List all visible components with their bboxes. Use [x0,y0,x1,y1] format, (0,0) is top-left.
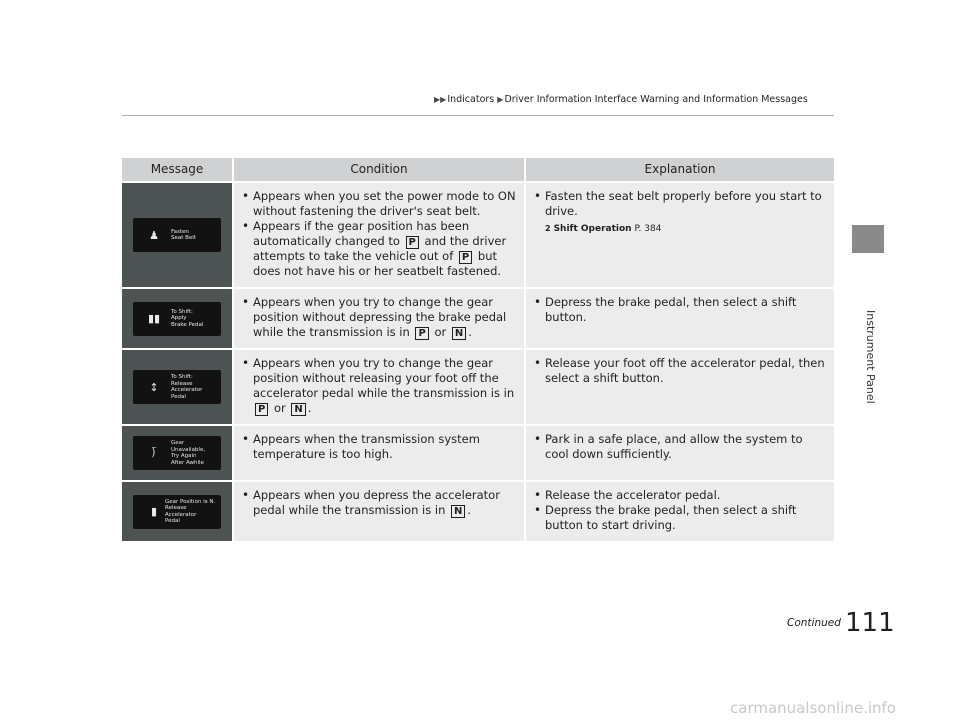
gear-key-badge: P [255,403,268,416]
reference-page: P. 384 [634,224,662,234]
screen-text: To Shift: Release Accelerator Pedal [171,374,203,400]
arrow-icon: ▶ [497,95,504,104]
condition-text: Appears when you depress the accelerator pedal while the transmission is in [253,488,500,517]
table-row [122,480,834,541]
gear-key-badge: P [406,236,419,249]
condition-text: . [467,503,472,517]
message-image-cell [122,348,234,424]
table-row [122,287,834,348]
gear-position-n-icon: ▮ [150,505,158,518]
list-item [242,295,518,340]
list-item: • Park in a safe place, and allow the system to cool down sufficiently. [534,432,828,462]
condition-text: or [434,325,447,339]
display-screen [133,436,221,470]
condition-cell [234,480,526,541]
table-header-row [122,158,834,181]
column-header-explanation: Explanation [526,158,834,181]
list-item [242,219,518,279]
list-item: • Depress the brake pedal, then select a shift button to start driving. [534,503,828,533]
gear-key-badge: P [459,251,472,264]
page-number: 111 [845,608,895,638]
column-header-message: Message [122,158,234,181]
list-item: • Appears when you set the power mode to ON without fastening the driver's seat belt. [242,189,518,219]
gear-key-badge: N [451,505,465,518]
display-screen [133,495,221,529]
gear-unavailable-icon: ⟌ [151,446,157,460]
list-item: • Fasten the seat belt properly before you start to drive. [534,189,828,219]
list-item: • Depress the brake pedal, then select a shift button. [534,295,828,325]
condition-text: Appears when you try to change the gear position without releasing your foot off the accelerator pedal while the transmission is in [253,356,515,400]
seatbelt-icon: ♟ [149,228,159,242]
section-tab [852,225,884,253]
table-row [122,424,834,480]
list-item: • Appears when the transmission system temperature is too high. [242,432,518,462]
list-item: • Release the accelerator pedal. [534,488,828,503]
display-screen [133,370,221,404]
reference-icon: 2 [545,224,551,233]
condition-cell [234,348,526,424]
list-item [242,356,518,416]
condition-text: Appears when you try to change the gear position without depressing the brake pedal while the transmission is in [253,295,507,339]
double-arrow-icon: ▶▶ [434,95,447,104]
message-image-cell [122,424,234,480]
message-image-cell [122,181,234,287]
display-screen [133,218,221,252]
explanation-cell [526,181,834,287]
section-tab-label: Instrument Panel [864,310,877,404]
explanation-cell [526,287,834,348]
explanation-cell [526,424,834,480]
watermark: carmanualsonline.info [730,699,896,717]
condition-text: or [274,401,286,415]
condition-text: . [468,325,472,339]
gear-key-badge: N [291,403,305,416]
explanation-cell [526,348,834,424]
column-header-condition: Condition [234,158,526,181]
condition-text: and the driver attempts to take the vehicle out of [253,234,507,263]
condition-cell [234,424,526,480]
message-image-cell [122,480,234,541]
explanation-cell [526,480,834,541]
table-row [122,348,834,424]
brake-pedal-icon: ▮▮ [147,312,161,325]
message-table [122,158,834,541]
condition-cell [234,287,526,348]
screen-text: To Shift: Apply Brake Pedal [171,308,204,328]
list-item: • Release your foot off the accelerator pedal, then select a shift button. [534,356,828,386]
condition-text: . [307,401,312,415]
reference-label: Shift Operation [553,224,632,234]
list-item [242,488,518,518]
condition-cell [234,181,526,287]
header-rule [122,115,834,116]
condition-text: Appears if the gear position has been automatically changed to [253,219,470,248]
table-row [122,181,834,287]
screen-text: Gear Position is N. Release Accelerator Pedal [165,498,216,524]
breadcrumb-item-1[interactable]: Indicators [447,94,495,105]
gear-key-badge: N [452,327,466,340]
cross-reference-link[interactable] [545,221,828,237]
message-image-cell [122,287,234,348]
display-screen [133,302,221,336]
gear-key-badge: P [415,327,428,340]
breadcrumb [434,94,808,105]
continued-label: Continued [787,617,841,629]
screen-text: Gear Unavailable, Try Again After Awhile [171,440,206,466]
condition-text: but does not have his or her seatbelt fastened. [253,249,502,278]
breadcrumb-item-2[interactable]: Driver Information Interface Warning and Information Messages [504,94,808,105]
accelerator-pedal-icon: ↕ [149,380,159,394]
screen-text: Fasten Seat Belt [171,228,196,241]
